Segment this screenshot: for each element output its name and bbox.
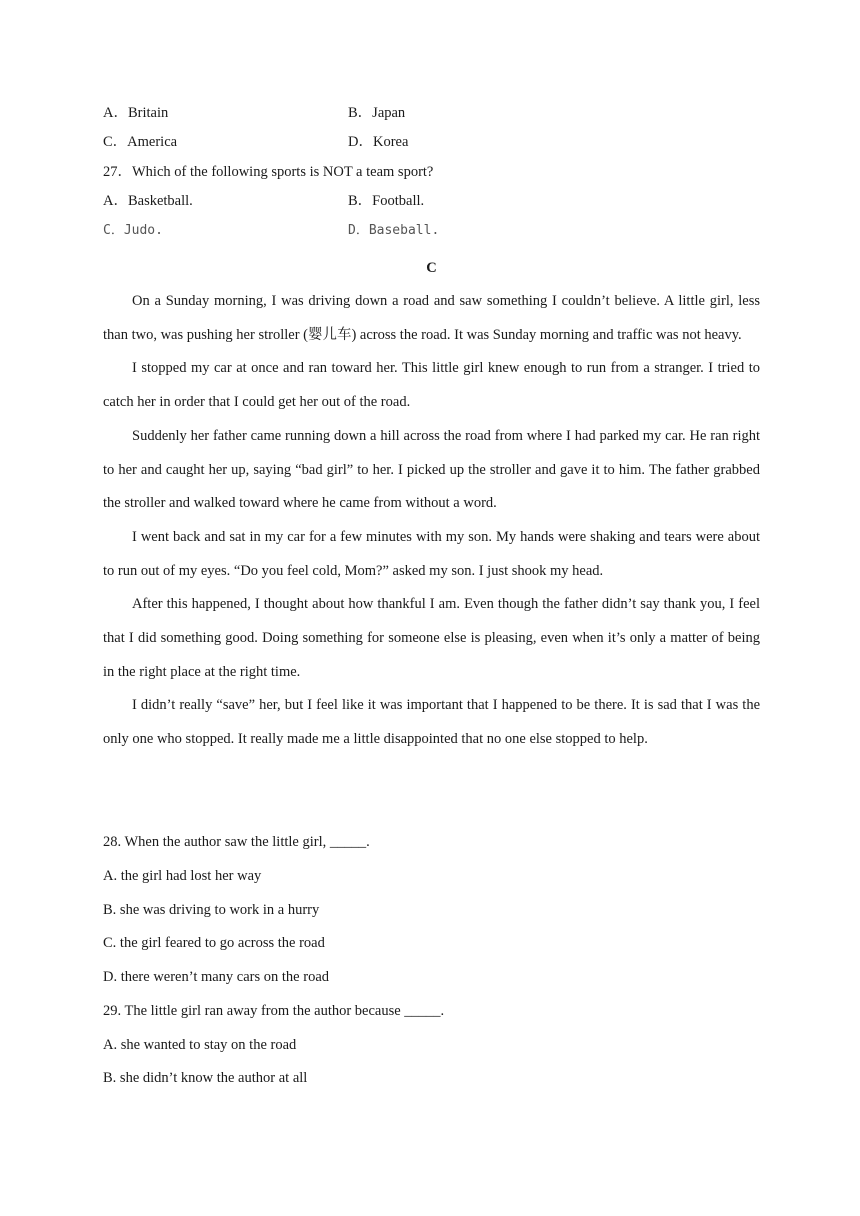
q28-stem: 28. When the author saw the little girl, _____. [103,834,370,850]
q26-options-row-2 [103,132,763,152]
q27-stem: 27．Which of the following sports is NOT a team sport? [103,164,434,180]
passage-paragraph: Suddenly her father came running down a hill across the road from where I had parked my car. He ran right to her and caught her up, saying “bad girl” to her. I picked up the stroller and gave it to him. The father grabbed the stroller and walked toward where he came from without a word. [103,427,760,512]
q27-options-row-2 [103,221,763,241]
passage-paragraph: After this happened, I thought about how thankful I am. Even though the father didn’t say thank you, I feel that I did something good. Doing something for someone else is pleasing, even when it’s only a matter of being in the right place at the right time. [103,596,760,680]
q27-option-a: A．Basketball. [103,193,193,209]
section-title: C [426,260,437,276]
q27-option-b: B．Football. [348,193,425,209]
reading-passage [103,285,760,757]
q28-option-c: C. the girl feared to go across the road [103,935,325,951]
q26-option-a: A．Britain [103,105,169,121]
q27-option-d: D．Baseball. [348,223,440,238]
passage-paragraph: On a Sunday morning, I was driving down a road and saw something I couldn’t believe. A little girl, less than two, was pushing her stroller (婴儿车) across the road. It was Sunday morning and traffic was not heavy. [103,293,760,343]
q29-stem: 29. The little girl ran away from the author because _____. [103,1003,445,1019]
q26-options-row-1 [103,103,763,123]
q26-option-b: B．Japan [348,105,406,121]
q28-option-d: D. there weren’t many cars on the road [103,969,330,985]
q27-options-row-1 [103,191,763,211]
q28-option-a: A. the girl had lost her way [103,868,262,884]
q29-option-a: A. she wanted to stay on the road [103,1037,297,1053]
passage-paragraph: I didn’t really “save” her, but I feel like it was important that I happened to be there. It is sad that I was the only one who stopped. It really made me a little disappointed that no one else stopped to help. [103,697,760,748]
passage-paragraph: I stopped my car at once and ran toward her. This little girl knew enough to run from a stranger. I tried to catch her in order that I could get her out of the road. [103,360,760,411]
passage-paragraph: I went back and sat in my car for a few minutes with my son. My hands were shaking and tears were about to run out of my eyes. “Do you feel cold, Mom?” asked my son. I just shook my head. [103,528,760,579]
q26-option-c: C．America [103,134,178,150]
q28-option-b: B. she was driving to work in a hurry [103,902,320,918]
q29-option-b: B. she didn’t know the author at all [103,1070,308,1086]
q27-option-c: C．Judo. [103,223,163,238]
q26-option-d: D．Korea [348,134,409,150]
